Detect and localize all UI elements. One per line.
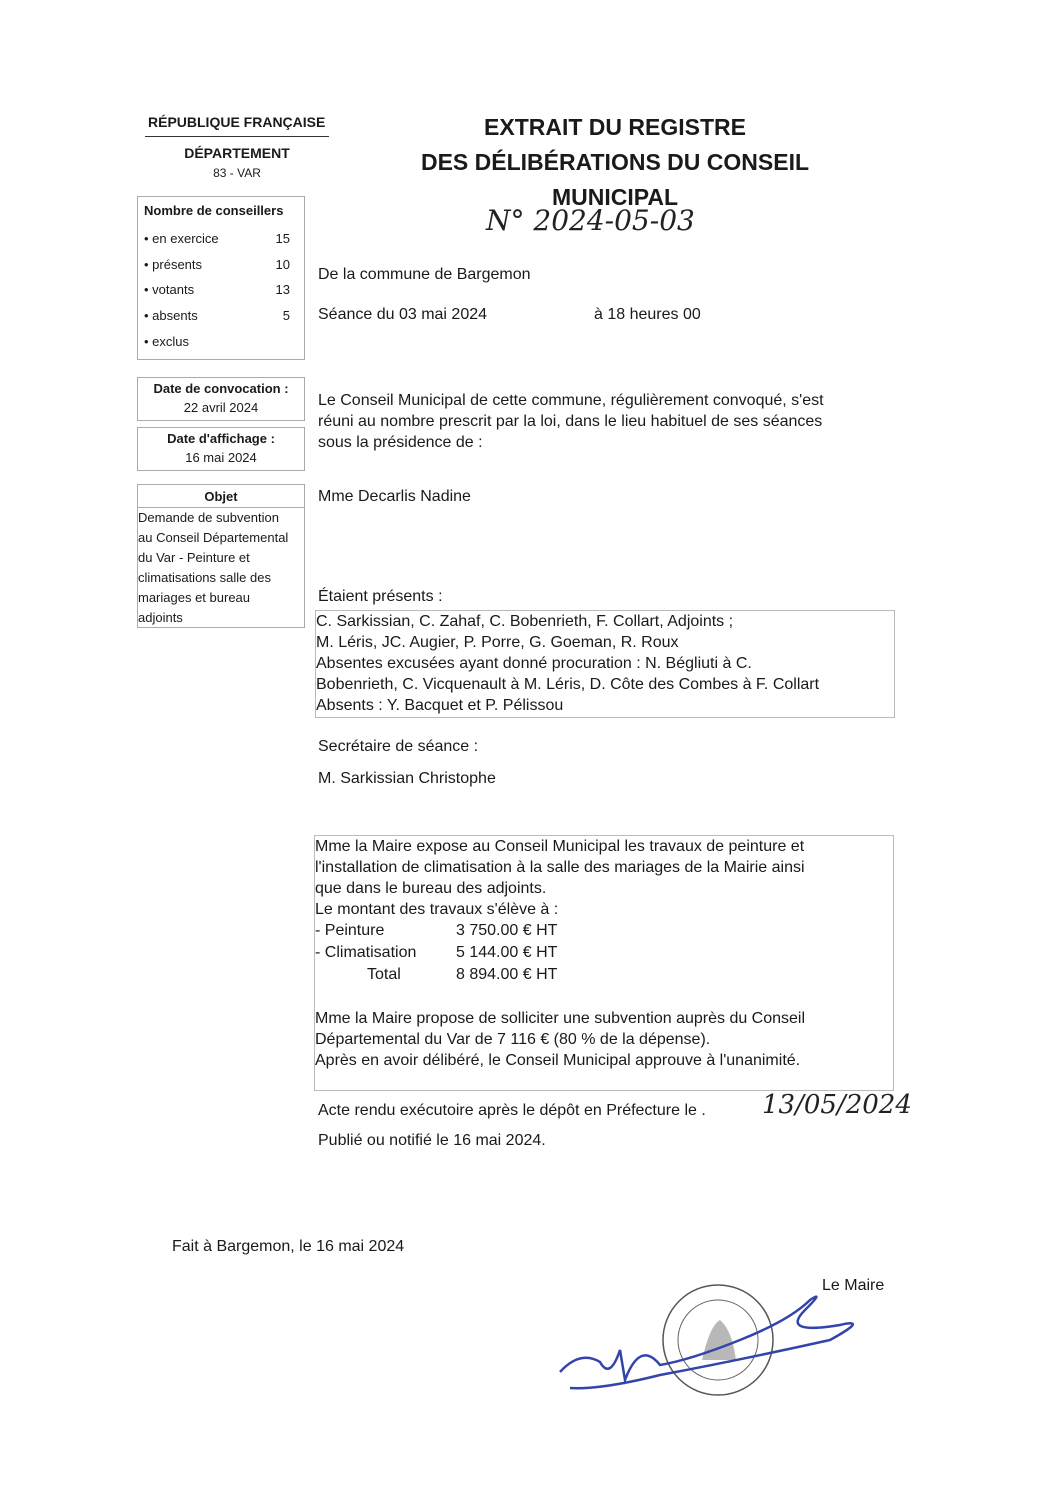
- row-value: 13: [275, 282, 290, 297]
- row-value: 5: [282, 308, 290, 323]
- signature-and-stamp: [540, 1280, 900, 1420]
- deliberation-number: N° 2024-05-03: [486, 204, 695, 237]
- conseiller-row: [144, 334, 290, 349]
- cost-label: - Peinture: [315, 922, 385, 939]
- conseiller-row: [144, 282, 290, 297]
- executoire-date: 13/05/2024: [762, 1090, 912, 1120]
- objet-line: adjoints: [138, 610, 183, 625]
- intro-line: réuni au nombre prescrit par la loi, dans le lieu habituel de ses séances: [318, 413, 823, 430]
- objet-line: mariages et bureau: [138, 590, 251, 605]
- cost-value: 5 144.00 € HT: [456, 944, 558, 961]
- intro-line: Le Conseil Municipal de cette commune, régulièrement convoqué, s'est: [318, 392, 824, 409]
- republique-francaise: RÉPUBLIQUE FRANÇAISE: [148, 114, 326, 130]
- row-label: • présents: [144, 257, 203, 272]
- expose-line: que dans le bureau des adjoints.: [315, 880, 547, 897]
- row-value: 15: [275, 231, 290, 246]
- conseiller-row: [144, 231, 290, 246]
- publie: Publié ou notifié le 16 mai 2024.: [318, 1132, 546, 1149]
- expose-line: Le montant des travaux s'élève à :: [315, 901, 559, 918]
- cost-value: 3 750.00 € HT: [456, 922, 558, 939]
- convocation-box: [137, 377, 305, 421]
- cost-label: Total: [367, 966, 401, 983]
- page-title: [380, 110, 850, 215]
- row-label: • absents: [144, 308, 198, 323]
- row-label: • votants: [144, 282, 195, 297]
- conseillers-box: [137, 196, 305, 360]
- signature-icon: [560, 1297, 853, 1389]
- seance: Séance du 03 mai 2024: [318, 306, 488, 323]
- cost-row: [315, 920, 893, 942]
- presents-line: M. Léris, JC. Augier, P. Porre, G. Goeman, R. Roux: [316, 634, 679, 651]
- conseiller-row: [144, 257, 290, 272]
- title-line: MUNICIPAL: [551, 184, 679, 210]
- proposal-line: Après en avoir délibéré, le Conseil Municipal approuve à l'unanimité.: [315, 1052, 801, 1069]
- secretaire-label: Secrétaire de séance :: [318, 738, 479, 755]
- objet-line: Demande de subvention: [138, 510, 279, 525]
- objet-box: [137, 484, 305, 628]
- conseiller-row: [144, 308, 290, 323]
- commune: De la commune de Bargemon: [318, 266, 531, 283]
- presents-line: Absentes excusées ayant donné procuration : N. Bégliuti à C.: [316, 655, 752, 672]
- secretaire: M. Sarkissian Christophe: [318, 770, 496, 787]
- title-line: EXTRAIT DU REGISTRE: [484, 114, 746, 140]
- fait-a: Fait à Bargemon, le 16 mai 2024: [172, 1238, 405, 1255]
- objet-label: Objet: [138, 485, 304, 508]
- objet-line: au Conseil Départemental: [138, 530, 289, 545]
- departement-value: 83 - VAR: [213, 166, 261, 180]
- presents-box: [315, 610, 895, 718]
- expose-line: Mme la Maire expose au Conseil Municipal les travaux de peinture et: [315, 838, 805, 855]
- cost-row: [315, 942, 893, 964]
- affichage-box: [137, 427, 305, 471]
- conseillers-title: Nombre de conseillers: [144, 203, 284, 218]
- heure: à 18 heures 00: [594, 306, 701, 323]
- row-label: • en exercice: [144, 231, 219, 246]
- title-line: DES DÉLIBÉRATIONS DU CONSEIL: [420, 149, 810, 175]
- presents-line: Bobenrieth, C. Vicquenault à M. Léris, D. Côte des Combes à F. Collart: [316, 676, 820, 693]
- affichage-value: 16 mai 2024: [185, 450, 257, 465]
- executoire: Acte rendu exécutoire après le dépôt en Préfecture le .: [318, 1102, 706, 1119]
- expose-line: l'installation de climatisation à la salle des mariages de la Mairie ainsi: [315, 859, 805, 876]
- cost-label: - Climatisation: [315, 944, 417, 961]
- intro: [318, 390, 824, 453]
- president: Mme Decarlis Nadine: [318, 488, 471, 505]
- departement-label: DÉPARTEMENT: [184, 145, 290, 161]
- affichage-label: Date d'affichage :: [167, 431, 275, 446]
- row-value: 10: [275, 257, 290, 272]
- divider: [145, 136, 329, 137]
- presents-line: C. Sarkissian, C. Zahaf, C. Bobenrieth, F. Collart, Adjoints ;: [316, 613, 734, 630]
- presents-line: Absents : Y. Bacquet et P. Pélissou: [316, 697, 564, 714]
- proposal-line: Mme la Maire propose de solliciter une subvention auprès du Conseil: [315, 1010, 806, 1027]
- stamp-icon: [663, 1285, 773, 1395]
- convocation-label: Date de convocation :: [153, 381, 289, 396]
- presents-label: Étaient présents :: [318, 588, 443, 605]
- convocation-value: 22 avril 2024: [183, 400, 259, 415]
- cost-value: 8 894.00 € HT: [456, 966, 558, 983]
- objet-line: du Var - Peinture et: [138, 550, 250, 565]
- cost-row: [315, 964, 893, 986]
- objet-line: climatisations salle des: [138, 570, 271, 585]
- row-label: • exclus: [144, 334, 190, 349]
- signataire: Le Maire: [822, 1277, 885, 1294]
- intro-line: sous la présidence de :: [318, 434, 483, 451]
- proposal-line: Départemental du Var de 7 116 € (80 % de la dépense).: [315, 1031, 711, 1048]
- expose-box: [314, 835, 894, 1091]
